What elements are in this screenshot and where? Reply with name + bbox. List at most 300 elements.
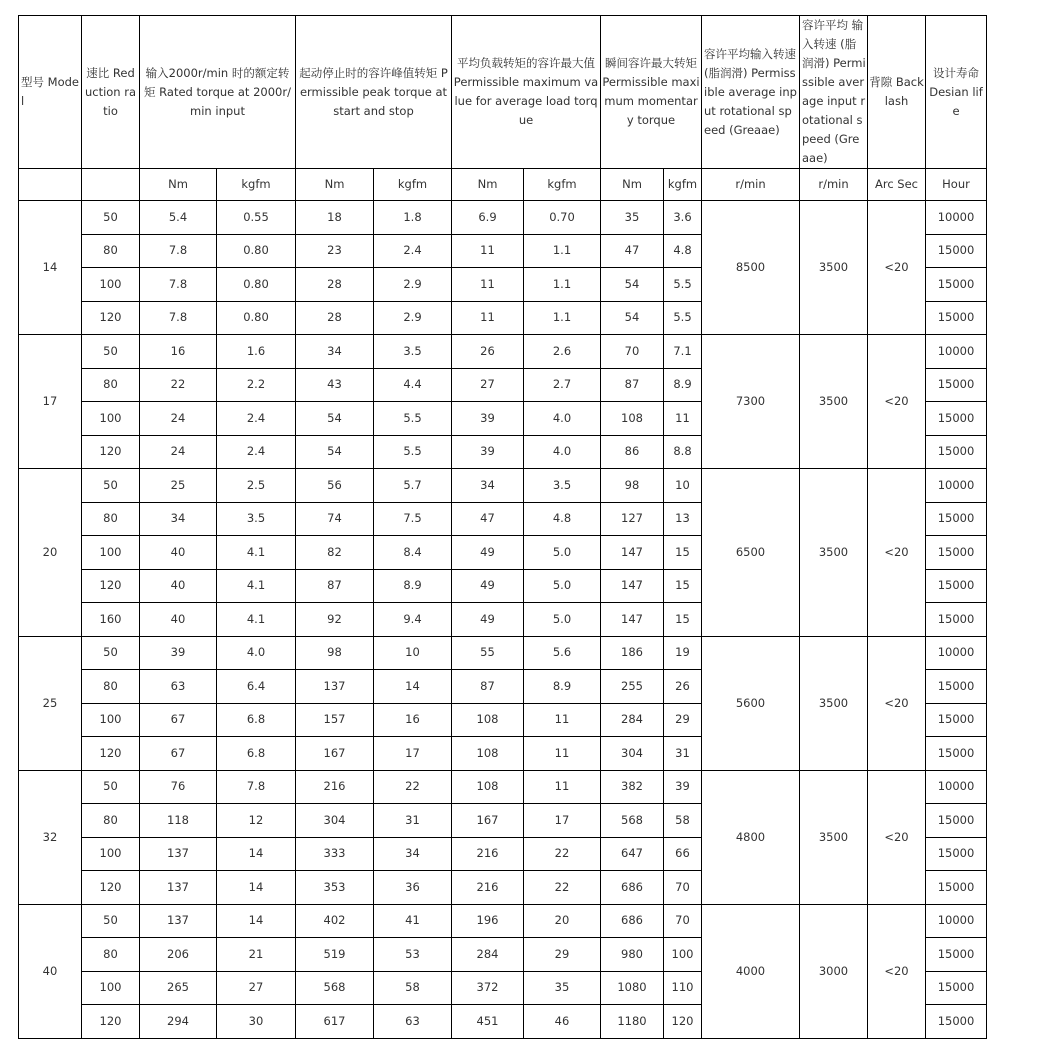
data-cell: 1.1: [524, 301, 601, 335]
data-cell: 31: [374, 804, 452, 838]
data-cell: 4.8: [524, 502, 601, 536]
data-cell: 12: [217, 804, 296, 838]
avg-speed-cell: 4800: [702, 770, 800, 904]
data-cell: 50: [82, 335, 140, 369]
data-cell: 216: [452, 871, 524, 905]
unit-row: [19, 169, 987, 201]
data-cell: 120: [82, 301, 140, 335]
data-cell: 47: [601, 234, 664, 268]
header-max-input-speed: 容许平均 输入转速 (脂润滑) Permissible average input rotational speed (Greaae): [800, 16, 868, 169]
life-cell: 15000: [926, 603, 987, 637]
backlash-cell: <20: [868, 469, 926, 637]
life-cell: 15000: [926, 402, 987, 436]
life-cell: 15000: [926, 502, 987, 536]
data-cell: 35: [601, 201, 664, 235]
data-cell: 120: [82, 435, 140, 469]
data-cell: 82: [296, 536, 374, 570]
data-cell: 49: [452, 536, 524, 570]
data-cell: 686: [601, 871, 664, 905]
backlash-cell: <20: [868, 770, 926, 904]
data-cell: 13: [664, 502, 702, 536]
data-cell: 617: [296, 1005, 374, 1039]
max-speed-cell: 3500: [800, 201, 868, 335]
life-cell: 10000: [926, 469, 987, 503]
backlash-cell: <20: [868, 636, 926, 770]
data-cell: 2.5: [217, 469, 296, 503]
data-cell: 27: [452, 368, 524, 402]
data-cell: 76: [140, 770, 217, 804]
data-cell: 8.4: [374, 536, 452, 570]
data-cell: 22: [374, 770, 452, 804]
data-cell: 4.8: [664, 234, 702, 268]
data-cell: 5.5: [664, 268, 702, 302]
data-cell: 80: [82, 670, 140, 704]
data-cell: 2.4: [217, 435, 296, 469]
data-cell: 50: [82, 770, 140, 804]
data-cell: 54: [601, 301, 664, 335]
data-cell: 3.5: [374, 335, 452, 369]
data-cell: 27: [217, 971, 296, 1005]
data-cell: 63: [140, 670, 217, 704]
data-cell: 980: [601, 938, 664, 972]
data-cell: 43: [296, 368, 374, 402]
life-cell: 15000: [926, 938, 987, 972]
data-cell: 255: [601, 670, 664, 704]
data-cell: 15: [664, 536, 702, 570]
data-cell: 160: [82, 603, 140, 637]
data-cell: 18: [296, 201, 374, 235]
data-cell: 11: [524, 737, 601, 771]
data-cell: 54: [601, 268, 664, 302]
data-cell: 35: [524, 971, 601, 1005]
model-cell: 17: [19, 335, 82, 469]
data-cell: 39: [452, 435, 524, 469]
backlash-cell: <20: [868, 201, 926, 335]
data-cell: 6.4: [217, 670, 296, 704]
data-cell: 157: [296, 703, 374, 737]
data-cell: 137: [140, 871, 217, 905]
data-cell: 23: [296, 234, 374, 268]
data-cell: 5.7: [374, 469, 452, 503]
data-cell: 0.80: [217, 268, 296, 302]
table-row: [19, 335, 987, 369]
header-peak-torque: 起动停止时的容许峰值转矩 Permissible peak torque at start and stop: [296, 16, 452, 169]
data-cell: 54: [296, 402, 374, 436]
data-cell: 7.8: [140, 234, 217, 268]
data-cell: 4.4: [374, 368, 452, 402]
table-row: [19, 770, 987, 804]
data-cell: 26: [452, 335, 524, 369]
data-cell: 28: [296, 268, 374, 302]
life-cell: 15000: [926, 569, 987, 603]
data-cell: 1.6: [217, 335, 296, 369]
data-cell: 118: [140, 804, 217, 838]
data-cell: 100: [82, 703, 140, 737]
data-cell: 2.4: [217, 402, 296, 436]
data-cell: 29: [524, 938, 601, 972]
data-cell: 5.6: [524, 636, 601, 670]
header-avg-input-speed: 容许平均输入转速 (脂润滑) Permissible average input rotational speed (Greaae): [702, 16, 800, 169]
data-cell: 87: [601, 368, 664, 402]
data-cell: 87: [452, 670, 524, 704]
data-cell: 110: [664, 971, 702, 1005]
data-cell: 304: [601, 737, 664, 771]
data-cell: 100: [664, 938, 702, 972]
data-cell: 50: [82, 469, 140, 503]
data-cell: 9.4: [374, 603, 452, 637]
life-cell: 15000: [926, 301, 987, 335]
unit-cell: Hour: [926, 169, 987, 201]
header-row: [19, 16, 987, 169]
data-cell: 40: [140, 569, 217, 603]
header-rated-torque: 输入2000r/min 时的额定转矩 Rated torque at 2000r/min input: [140, 16, 296, 169]
data-cell: 40: [140, 603, 217, 637]
data-cell: 80: [82, 368, 140, 402]
life-cell: 10000: [926, 201, 987, 235]
data-cell: 70: [601, 335, 664, 369]
unit-cell: r/min: [702, 169, 800, 201]
life-cell: 10000: [926, 335, 987, 369]
data-cell: 34: [374, 837, 452, 871]
data-cell: 28: [296, 301, 374, 335]
backlash-cell: <20: [868, 904, 926, 1038]
data-cell: 26: [664, 670, 702, 704]
data-cell: 1.1: [524, 234, 601, 268]
data-cell: 8.9: [524, 670, 601, 704]
life-cell: 15000: [926, 435, 987, 469]
model-cell: 20: [19, 469, 82, 637]
data-cell: 333: [296, 837, 374, 871]
data-cell: 22: [524, 871, 601, 905]
table-row: [19, 201, 987, 235]
max-speed-cell: 3500: [800, 335, 868, 469]
data-cell: 34: [452, 469, 524, 503]
data-cell: 108: [452, 703, 524, 737]
data-cell: 216: [452, 837, 524, 871]
unit-cell-empty: [82, 169, 140, 201]
table-row: [19, 469, 987, 503]
data-cell: 382: [601, 770, 664, 804]
data-cell: 41: [374, 904, 452, 938]
data-cell: 17: [524, 804, 601, 838]
data-cell: 20: [524, 904, 601, 938]
data-cell: 39: [140, 636, 217, 670]
unit-cell: r/min: [800, 169, 868, 201]
data-cell: 519: [296, 938, 374, 972]
data-cell: 100: [82, 268, 140, 302]
data-cell: 80: [82, 938, 140, 972]
data-cell: 86: [601, 435, 664, 469]
data-cell: 8.8: [664, 435, 702, 469]
header-model: 型号 Model: [19, 16, 82, 169]
data-cell: 127: [601, 502, 664, 536]
life-cell: 10000: [926, 904, 987, 938]
unit-cell: Arc Sec: [868, 169, 926, 201]
data-cell: 50: [82, 636, 140, 670]
data-cell: 3.5: [524, 469, 601, 503]
table-row: [19, 636, 987, 670]
data-cell: 1080: [601, 971, 664, 1005]
data-cell: 5.4: [140, 201, 217, 235]
unit-cell-empty: [19, 169, 82, 201]
data-cell: 686: [601, 904, 664, 938]
life-cell: 15000: [926, 1005, 987, 1039]
avg-speed-cell: 8500: [702, 201, 800, 335]
data-cell: 137: [296, 670, 374, 704]
data-cell: 5.0: [524, 569, 601, 603]
life-cell: 15000: [926, 268, 987, 302]
life-cell: 15000: [926, 737, 987, 771]
data-cell: 0.70: [524, 201, 601, 235]
data-cell: 451: [452, 1005, 524, 1039]
data-cell: 14: [217, 871, 296, 905]
model-cell: 40: [19, 904, 82, 1038]
data-cell: 21: [217, 938, 296, 972]
life-cell: 15000: [926, 234, 987, 268]
data-cell: 137: [140, 904, 217, 938]
max-speed-cell: 3000: [800, 904, 868, 1038]
data-cell: 108: [452, 737, 524, 771]
life-cell: 10000: [926, 636, 987, 670]
header-backlash: 背隙 Backlash: [868, 16, 926, 169]
data-cell: 54: [296, 435, 374, 469]
data-cell: 47: [452, 502, 524, 536]
data-cell: 67: [140, 703, 217, 737]
data-cell: 49: [452, 569, 524, 603]
data-cell: 4.0: [524, 402, 601, 436]
data-cell: 5.0: [524, 536, 601, 570]
data-cell: 40: [140, 536, 217, 570]
data-cell: 4.1: [217, 569, 296, 603]
data-cell: 66: [664, 837, 702, 871]
avg-speed-cell: 5600: [702, 636, 800, 770]
data-cell: 87: [296, 569, 374, 603]
data-cell: 16: [374, 703, 452, 737]
data-cell: 100: [82, 837, 140, 871]
data-cell: 167: [452, 804, 524, 838]
data-cell: 6.9: [452, 201, 524, 235]
data-cell: 58: [664, 804, 702, 838]
data-cell: 11: [664, 402, 702, 436]
data-cell: 14: [217, 904, 296, 938]
data-cell: 11: [452, 234, 524, 268]
data-cell: 14: [217, 837, 296, 871]
data-cell: 6.8: [217, 737, 296, 771]
data-cell: 265: [140, 971, 217, 1005]
data-cell: 22: [140, 368, 217, 402]
data-cell: 34: [140, 502, 217, 536]
header-momentary-torque: 瞬间容许最大转矩 Permissible maximum momentary torque: [601, 16, 702, 169]
data-cell: 36: [374, 871, 452, 905]
data-cell: 120: [82, 569, 140, 603]
data-cell: 30: [217, 1005, 296, 1039]
data-cell: 70: [664, 904, 702, 938]
data-cell: 50: [82, 904, 140, 938]
life-cell: 15000: [926, 670, 987, 704]
data-cell: 108: [452, 770, 524, 804]
data-cell: 120: [82, 737, 140, 771]
life-cell: 15000: [926, 536, 987, 570]
avg-speed-cell: 7300: [702, 335, 800, 469]
data-cell: 39: [664, 770, 702, 804]
avg-speed-cell: 6500: [702, 469, 800, 637]
data-cell: 3.5: [217, 502, 296, 536]
data-cell: 1.8: [374, 201, 452, 235]
data-cell: 647: [601, 837, 664, 871]
avg-speed-cell: 4000: [702, 904, 800, 1038]
data-cell: 120: [82, 1005, 140, 1039]
model-cell: 25: [19, 636, 82, 770]
data-cell: 2.2: [217, 368, 296, 402]
max-speed-cell: 3500: [800, 469, 868, 637]
data-cell: 67: [140, 737, 217, 771]
data-cell: 206: [140, 938, 217, 972]
data-cell: 7.1: [664, 335, 702, 369]
data-cell: 0.80: [217, 301, 296, 335]
data-cell: 7.8: [140, 268, 217, 302]
data-cell: 11: [524, 770, 601, 804]
model-cell: 32: [19, 770, 82, 904]
data-cell: 80: [82, 502, 140, 536]
data-cell: 100: [82, 536, 140, 570]
unit-cell: kgfm: [217, 169, 296, 201]
data-cell: 25: [140, 469, 217, 503]
data-cell: 98: [296, 636, 374, 670]
data-cell: 34: [296, 335, 374, 369]
data-cell: 147: [601, 603, 664, 637]
life-cell: 15000: [926, 703, 987, 737]
header-ratio: 速比 Reduction ratio: [82, 16, 140, 169]
data-cell: 372: [452, 971, 524, 1005]
data-cell: 100: [82, 402, 140, 436]
data-cell: 167: [296, 737, 374, 771]
data-cell: 0.55: [217, 201, 296, 235]
table-row: [19, 904, 987, 938]
unit-cell: Nm: [296, 169, 374, 201]
data-cell: 2.4: [374, 234, 452, 268]
data-cell: 7.5: [374, 502, 452, 536]
data-cell: 402: [296, 904, 374, 938]
data-cell: 2.6: [524, 335, 601, 369]
data-cell: 8.9: [664, 368, 702, 402]
unit-cell: Nm: [452, 169, 524, 201]
life-cell: 15000: [926, 368, 987, 402]
data-cell: 80: [82, 804, 140, 838]
data-cell: 22: [524, 837, 601, 871]
data-cell: 7.8: [140, 301, 217, 335]
data-cell: 304: [296, 804, 374, 838]
data-cell: 16: [140, 335, 217, 369]
unit-cell: kgfm: [524, 169, 601, 201]
data-cell: 216: [296, 770, 374, 804]
data-cell: 108: [601, 402, 664, 436]
data-cell: 10: [664, 469, 702, 503]
data-cell: 568: [601, 804, 664, 838]
data-cell: 196: [452, 904, 524, 938]
data-cell: 11: [452, 301, 524, 335]
data-cell: 4.1: [217, 603, 296, 637]
max-speed-cell: 3500: [800, 770, 868, 904]
data-cell: 294: [140, 1005, 217, 1039]
data-cell: 5.5: [664, 301, 702, 335]
data-cell: 19: [664, 636, 702, 670]
data-cell: 284: [601, 703, 664, 737]
data-cell: 568: [296, 971, 374, 1005]
data-cell: 4.1: [217, 536, 296, 570]
data-cell: 186: [601, 636, 664, 670]
data-cell: 50: [82, 201, 140, 235]
data-cell: 17: [374, 737, 452, 771]
life-cell: 10000: [926, 770, 987, 804]
data-cell: 100: [82, 971, 140, 1005]
data-cell: 53: [374, 938, 452, 972]
data-cell: 39: [452, 402, 524, 436]
data-cell: 74: [296, 502, 374, 536]
unit-cell: Nm: [601, 169, 664, 201]
data-cell: 137: [140, 837, 217, 871]
unit-cell: kgfm: [374, 169, 452, 201]
data-cell: 353: [296, 871, 374, 905]
backlash-cell: <20: [868, 335, 926, 469]
data-cell: 15: [664, 569, 702, 603]
data-cell: 58: [374, 971, 452, 1005]
data-cell: 63: [374, 1005, 452, 1039]
data-cell: 24: [140, 435, 217, 469]
model-cell: 14: [19, 201, 82, 335]
data-cell: 1.1: [524, 268, 601, 302]
life-cell: 15000: [926, 971, 987, 1005]
data-cell: 31: [664, 737, 702, 771]
data-cell: 147: [601, 536, 664, 570]
unit-cell: kgfm: [664, 169, 702, 201]
max-speed-cell: 3500: [800, 636, 868, 770]
data-cell: 80: [82, 234, 140, 268]
data-cell: 56: [296, 469, 374, 503]
data-cell: 2.9: [374, 301, 452, 335]
data-cell: 5.5: [374, 435, 452, 469]
data-cell: 10: [374, 636, 452, 670]
data-cell: 3.6: [664, 201, 702, 235]
data-cell: 2.7: [524, 368, 601, 402]
life-cell: 15000: [926, 804, 987, 838]
data-cell: 0.80: [217, 234, 296, 268]
data-cell: 14: [374, 670, 452, 704]
data-cell: 11: [452, 268, 524, 302]
data-cell: 49: [452, 603, 524, 637]
data-cell: 98: [601, 469, 664, 503]
data-cell: 15: [664, 603, 702, 637]
unit-cell: Nm: [140, 169, 217, 201]
data-cell: 4.0: [524, 435, 601, 469]
data-cell: 8.9: [374, 569, 452, 603]
data-cell: 5.0: [524, 603, 601, 637]
data-cell: 120: [664, 1005, 702, 1039]
data-cell: 24: [140, 402, 217, 436]
data-cell: 6.8: [217, 703, 296, 737]
data-cell: 70: [664, 871, 702, 905]
data-cell: 147: [601, 569, 664, 603]
header-avg-load-torque: 平均负载转矩的容许最大值 Permissible maximum value for average load torque: [452, 16, 601, 169]
life-cell: 15000: [926, 871, 987, 905]
data-cell: 1180: [601, 1005, 664, 1039]
data-cell: 120: [82, 871, 140, 905]
data-cell: 46: [524, 1005, 601, 1039]
data-cell: 29: [664, 703, 702, 737]
data-cell: 284: [452, 938, 524, 972]
spec-table: [18, 15, 987, 1039]
data-cell: 92: [296, 603, 374, 637]
data-cell: 55: [452, 636, 524, 670]
